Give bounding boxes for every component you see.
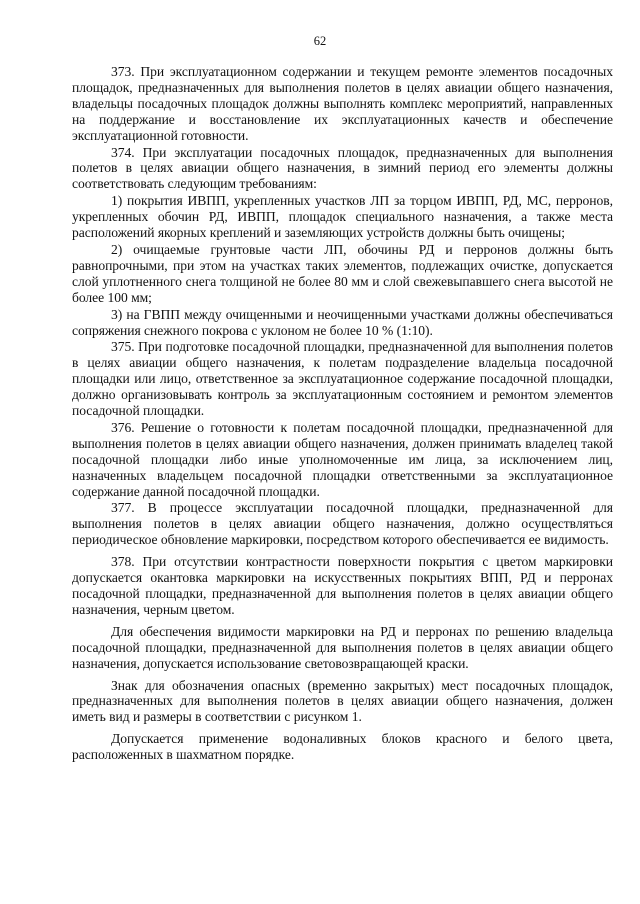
paragraph-378-marking-visibility: Для обеспечения видимости маркировки на РД и перронах по решению владельца посадочной площадки, предназначенной для выполнения полетов в целях авиации общего назначения, допускается использование световозвращающей краски. — [72, 623, 613, 671]
list-item-374-2: 2) очищаемые грунтовые части ЛП, обочины РД и перронов должны быть равнопрочными, при этом на участках таких элементов, подлежащих очистке, допускается слой уплотненного снега толщиной не более 80 мм и слой свежевыпавшего снега высотой не более 100 мм; — [72, 241, 613, 305]
paragraph-376: 376. Решение о готовности к полетам посадочной площадки, предназначенной для выполнения полетов в целях авиации общего назначения, должен принимать владелец такой посадочной площадки либо иные уполномоченные им лица, за исключением лиц, назначенных владельцем посадочной площадки ответственными за эксплуатационное содержание данной посадочной площадки. — [72, 419, 613, 499]
paragraph-378-hazard-sign: Знак для обозначения опасных (временно закрытых) мест посадочных площадок, предназначенных для выполнения полетов в целях авиации общего назначения, должен иметь вид и размеры в соответствии с рисунком 1. — [72, 677, 613, 725]
paragraph-373: 373. При эксплуатационном содержании и текущем ремонте элементов посадочных площадок, предназначенных для выполнения полетов в целях авиации общего назначения, владельцы посадочных площадок должны выполнять комплекс мероприятий, направленных на поддержание и восстановление их эксплуатационных качеств и обеспечение эксплуатационной готовности. — [72, 64, 613, 143]
paragraph-378-water-blocks: Допускается применение водоналивных блоков красного и белого цвета, расположенных в шахматном порядке. — [72, 731, 613, 763]
paragraph-377: 377. В процессе эксплуатации посадочной площадки, предназначенной для выполнения полетов в целях авиации общего назначения, должно осуществляться периодическое обновление маркировки, посредством которого обеспечивается ее видимость. — [72, 500, 613, 548]
list-item-374-1: 1) покрытия ИВПП, укрепленных участков ЛП за торцом ИВПП, РД, МС, перронов, укрепленных обочин РД, ИВПП, площадок специального назначения, а также места расположений якорных креплений и заземляющих устройств должны быть очищены; — [72, 193, 613, 241]
page-number: 62 — [313, 34, 327, 48]
paragraph-378: 378. При отсутствии контрастности поверхности покрытия с цветом маркировки допускается окантовка маркировки на искусственных покрытиях ВПП, РД и перронах посадочной площадки, предназначенной для выполнения полетов в целях авиации общего назначения, черным цветом. — [72, 554, 613, 617]
paragraph-374: 374. При эксплуатации посадочных площадок, предназначенных для выполнения полетов в целях авиации общего назначения, в зимний период его элементы должны соответствовать следующим требованиям: — [72, 144, 613, 192]
list-item-374-3: 3) на ГВПП между очищенными и неочищенными участками должны обеспечиваться сопряжения снежного покрова с уклоном не более 10 % (1:10). — [72, 306, 613, 338]
document-body — [72, 64, 613, 763]
paragraph-375: 375. При подготовке посадочной площадки, предназначенной для выполнения полетов в целях авиации общего назначения, к полетам подразделение владельца посадочной площадки или лицо, ответственное за эксплуатационное содержание посадочной площадки, должно организовывать контроль за эксплуатационным состоянием и ремонтом элементов посадочной площадки. — [72, 339, 613, 419]
